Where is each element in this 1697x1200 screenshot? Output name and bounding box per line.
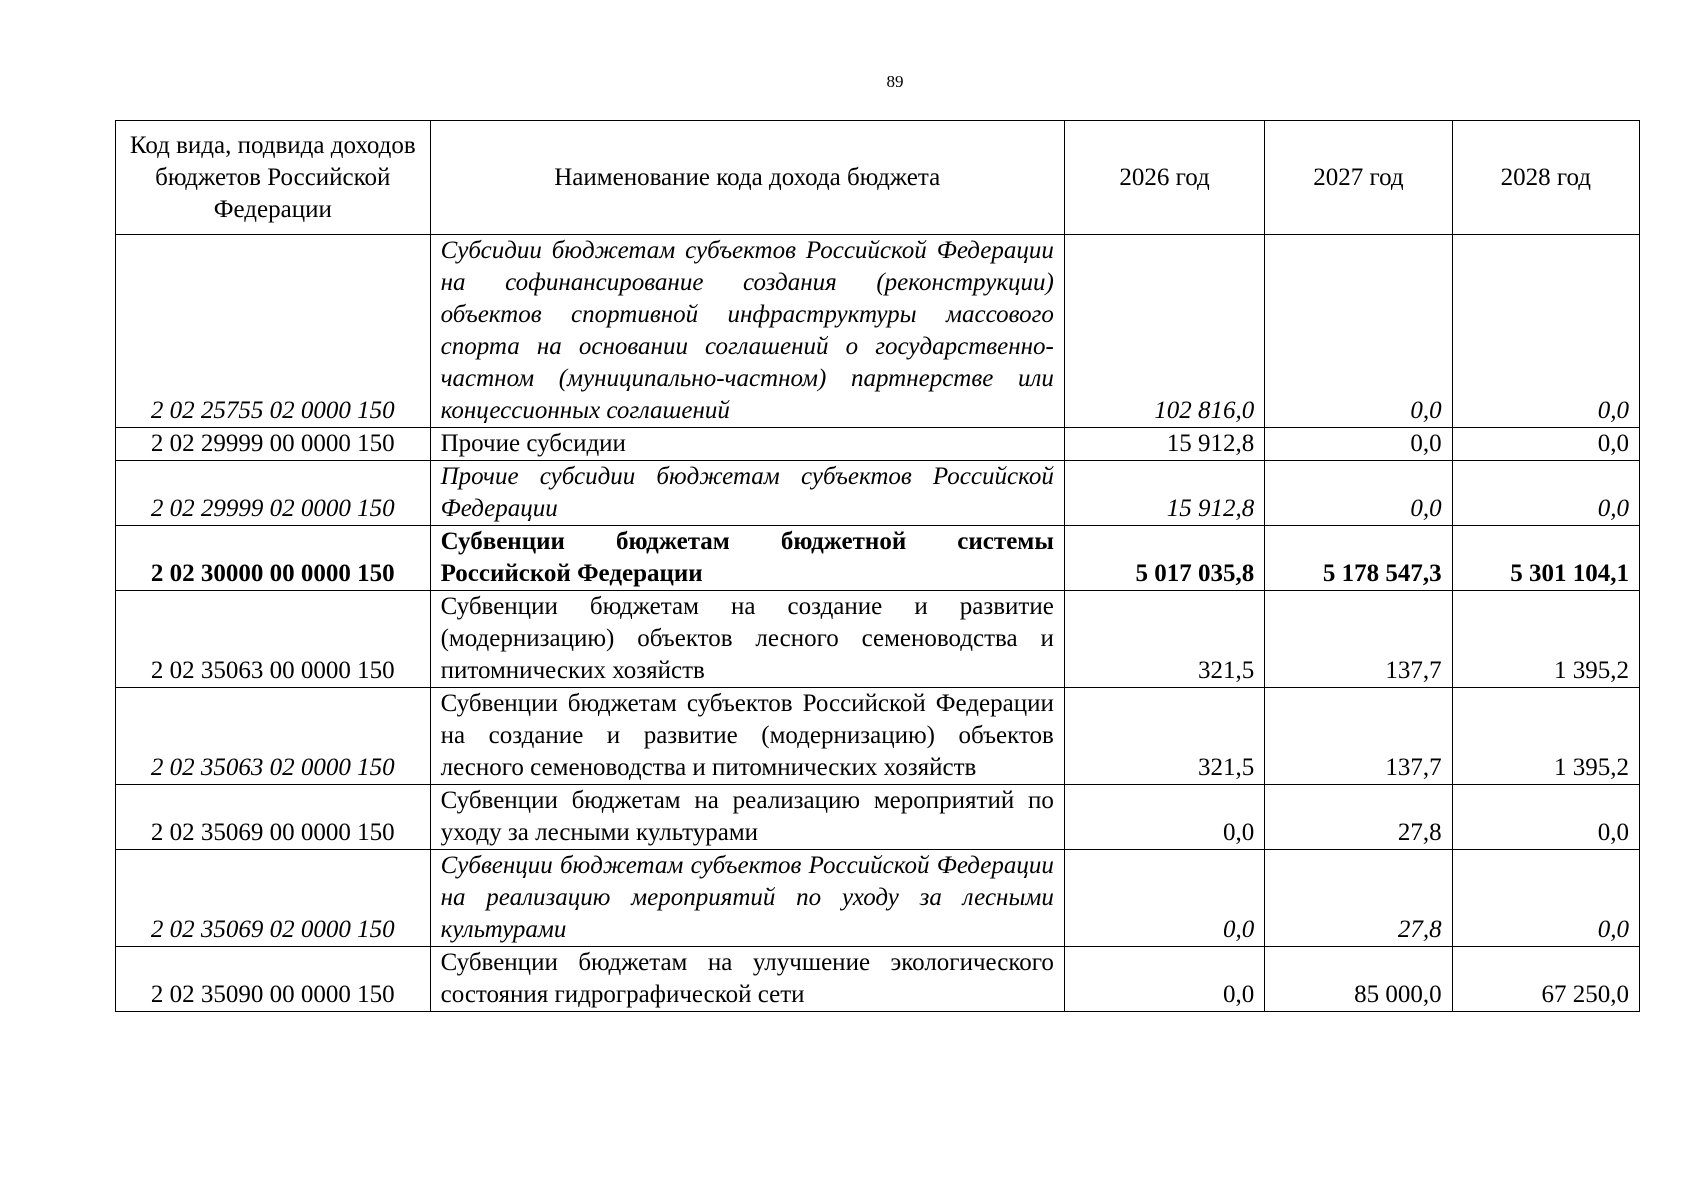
- row-name: Субвенции бюджетам на реализацию мероприятий по уходу за лесными культурами: [430, 785, 1064, 850]
- row-value-2026: 0,0: [1064, 850, 1264, 947]
- row-value-2026: 321,5: [1064, 591, 1264, 688]
- row-value-2027: 27,8: [1265, 850, 1452, 947]
- row-value-2028: 1 395,2: [1452, 591, 1639, 688]
- row-value-2027: 27,8: [1265, 785, 1452, 850]
- row-value-2028: 1 395,2: [1452, 688, 1639, 785]
- row-value-2026: 15 912,8: [1064, 428, 1264, 461]
- row-value-2027: 0,0: [1265, 428, 1452, 461]
- header-year-2026: 2026 год: [1064, 121, 1264, 235]
- row-code: 2 02 35063 02 0000 150: [116, 688, 431, 785]
- row-value-2026: 102 816,0: [1064, 235, 1264, 428]
- header-name: Наименование кода дохода бюджета: [430, 121, 1064, 235]
- row-value-2028: 0,0: [1452, 235, 1639, 428]
- table-row: [116, 428, 1640, 461]
- row-code: 2 02 35063 00 0000 150: [116, 591, 431, 688]
- row-value-2026: 321,5: [1064, 688, 1264, 785]
- table-row: [116, 235, 1640, 428]
- row-value-2027: 5 178 547,3: [1265, 526, 1452, 591]
- header-code: Код вида, подвида доходов бюджетов Российской Федерации: [116, 121, 431, 235]
- header-year-2027: 2027 год: [1265, 121, 1452, 235]
- row-value-2027: 0,0: [1265, 235, 1452, 428]
- row-value-2026: 5 017 035,8: [1064, 526, 1264, 591]
- row-value-2028: 0,0: [1452, 461, 1639, 526]
- row-name: Субсидии бюджетам субъектов Российской Федерации на софинансирование создания (реконструкции) объектов спортивной инфраструктуры массового спорта на основании соглашений о государственно-частном (муниципально-частном) партнерстве или концессионных соглашений: [430, 235, 1064, 428]
- row-value-2027: 0,0: [1265, 461, 1452, 526]
- table-row: [116, 526, 1640, 591]
- page-number: 89: [886, 72, 904, 91]
- row-value-2026: 15 912,8: [1064, 461, 1264, 526]
- row-value-2028: 67 250,0: [1452, 947, 1639, 1012]
- row-name: Субвенции бюджетам субъектов Российской Федерации на реализацию мероприятий по уходу за лесными культурами: [430, 850, 1064, 947]
- table-row: [116, 591, 1640, 688]
- budget-revenue-table: [115, 120, 1640, 1012]
- row-value-2027: 137,7: [1265, 688, 1452, 785]
- row-value-2028: 0,0: [1452, 850, 1639, 947]
- row-code: 2 02 29999 00 0000 150: [116, 428, 431, 461]
- row-value-2026: 0,0: [1064, 947, 1264, 1012]
- table-row: [116, 785, 1640, 850]
- row-name: Субвенции бюджетам на улучшение экологического состояния гидрографической сети: [430, 947, 1064, 1012]
- table-row: [116, 947, 1640, 1012]
- row-code: 2 02 35069 00 0000 150: [116, 785, 431, 850]
- row-value-2026: 0,0: [1064, 785, 1264, 850]
- row-value-2028: 5 301 104,1: [1452, 526, 1639, 591]
- row-value-2028: 0,0: [1452, 785, 1639, 850]
- row-code: 2 02 35069 02 0000 150: [116, 850, 431, 947]
- row-name: Субвенции бюджетам на создание и развитие (модернизацию) объектов лесного семеноводства и питомнических хозяйств: [430, 591, 1064, 688]
- row-name: Прочие субсидии бюджетам субъектов Российской Федерации: [430, 461, 1064, 526]
- table-row: [116, 688, 1640, 785]
- table-row: [116, 461, 1640, 526]
- row-code: 2 02 35090 00 0000 150: [116, 947, 431, 1012]
- row-value-2027: 85 000,0: [1265, 947, 1452, 1012]
- row-name: Субвенции бюджетам бюджетной системы Российской Федерации: [430, 526, 1064, 591]
- table-row: [116, 850, 1640, 947]
- row-code: 2 02 25755 02 0000 150: [116, 235, 431, 428]
- header-year-2028: 2028 год: [1452, 121, 1639, 235]
- row-code: 2 02 29999 02 0000 150: [116, 461, 431, 526]
- row-value-2027: 137,7: [1265, 591, 1452, 688]
- table-header-row: [116, 121, 1640, 235]
- row-name: Прочие субсидии: [430, 428, 1064, 461]
- row-code: 2 02 30000 00 0000 150: [116, 526, 431, 591]
- row-name: Субвенции бюджетам субъектов Российской Федерации на создание и развитие (модернизацию) объектов лесного семеноводства и питомнических хозяйств: [430, 688, 1064, 785]
- row-value-2028: 0,0: [1452, 428, 1639, 461]
